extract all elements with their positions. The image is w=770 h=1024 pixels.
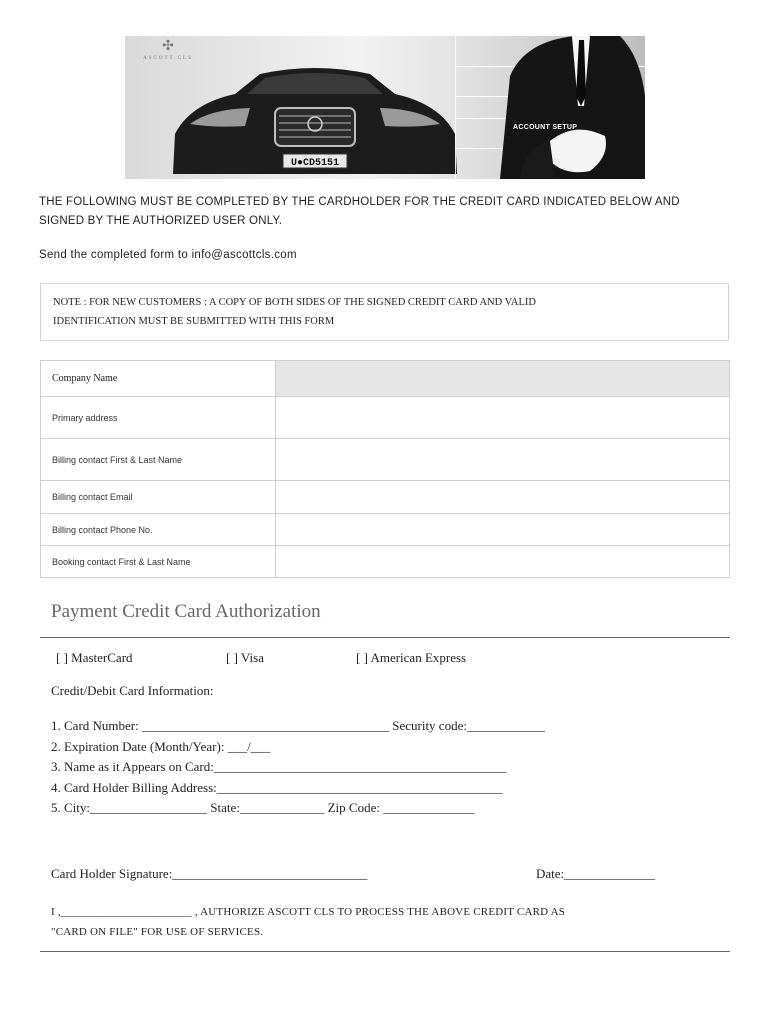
ascott-logo bbox=[133, 40, 203, 61]
row-label-billing-email: Billing contact Email bbox=[41, 481, 276, 514]
account-setup-label: ACCOUNT SETUP bbox=[513, 124, 578, 131]
table-row bbox=[41, 481, 730, 514]
row-label-company-name: Company Name bbox=[41, 361, 276, 397]
header-banner bbox=[125, 36, 645, 179]
billing-contact-name-field[interactable] bbox=[276, 439, 730, 481]
authorization-line-2: "CARD ON FILE" FOR USE OF SERVICES. bbox=[51, 926, 264, 938]
card-details-list bbox=[51, 716, 731, 819]
new-customer-note bbox=[40, 283, 729, 341]
visa-checkbox[interactable]: [ ] Visa bbox=[226, 650, 264, 665]
city-state-zip-field[interactable]: 5. City:__________________ State:_____________ Zip Code: ______________ bbox=[51, 800, 475, 815]
section-divider bbox=[40, 637, 730, 638]
intro-text bbox=[39, 193, 739, 231]
row-label-booking-contact-name: Booking contact First & Last Name bbox=[41, 546, 276, 578]
bottom-divider bbox=[40, 951, 730, 952]
billing-phone-field[interactable] bbox=[276, 514, 730, 546]
row-label-billing-phone: Billing contact Phone No. bbox=[41, 514, 276, 546]
car-image bbox=[165, 64, 465, 179]
table-row bbox=[41, 514, 730, 546]
amex-checkbox[interactable]: [ ] American Express bbox=[356, 650, 467, 665]
row-label-primary-address: Primary address bbox=[41, 397, 276, 439]
note-line-2: IDENTIFICATION MUST BE SUBMITTED WITH THIS FORM bbox=[53, 316, 335, 327]
intro-line-1: THE FOLLOWING MUST BE COMPLETED BY THE CARDHOLDER FOR THE CREDIT CARD INDICATED BELOW AND bbox=[39, 196, 680, 208]
authorization-line-1[interactable]: I ,_______________________ , AUTHORIZE ASCOTT CLS TO PROCESS THE ABOVE CREDIT CARD AS bbox=[51, 906, 566, 918]
logo-text: ASCOTT CLS bbox=[143, 56, 193, 61]
note-line-1: NOTE : FOR NEW CUSTOMERS : A COPY OF BOTH SIDES OF THE SIGNED CREDIT CARD AND VALID bbox=[53, 297, 536, 308]
company-name-field[interactable] bbox=[276, 361, 730, 397]
chauffeur-image bbox=[480, 36, 645, 179]
signature-field[interactable]: Card Holder Signature:______________________________ bbox=[51, 866, 368, 881]
billing-address-field[interactable]: 4. Card Holder Billing Address:____________________________________________ bbox=[51, 779, 503, 795]
table-row bbox=[41, 546, 730, 578]
billing-email-field[interactable] bbox=[276, 481, 730, 514]
table-row bbox=[41, 361, 730, 397]
authorization-statement bbox=[51, 902, 731, 942]
card-info-heading: Credit/Debit Card Information: bbox=[51, 683, 214, 698]
expiration-date-field[interactable]: 2. Expiration Date (Month/Year): ___/___ bbox=[51, 738, 271, 754]
booking-contact-name-field[interactable] bbox=[276, 546, 730, 578]
payment-section-title: Payment Credit Card Authorization bbox=[51, 601, 321, 622]
primary-address-field[interactable] bbox=[276, 397, 730, 439]
row-label-billing-contact-name: Billing contact First & Last Name bbox=[41, 439, 276, 481]
send-instruction: Send the completed form to info@ascottcls.com bbox=[39, 249, 297, 261]
mastercard-checkbox[interactable]: [ ] MasterCard bbox=[56, 650, 133, 665]
name-on-card-field[interactable]: 3. Name as it Appears on Card:_____________________________________________ bbox=[51, 759, 507, 774]
table-row bbox=[41, 397, 730, 439]
account-info-table bbox=[40, 360, 730, 578]
date-field[interactable]: Date:______________ bbox=[536, 866, 656, 881]
logo-star-icon: ✣ bbox=[162, 39, 174, 54]
intro-line-2: SIGNED BY THE AUTHORIZED USER ONLY. bbox=[39, 215, 283, 227]
table-row bbox=[41, 439, 730, 481]
card-number-field[interactable]: 1. Card Number: ______________________________________ Security code:____________ bbox=[51, 718, 545, 733]
license-plate: U●CD5151 bbox=[290, 158, 340, 169]
